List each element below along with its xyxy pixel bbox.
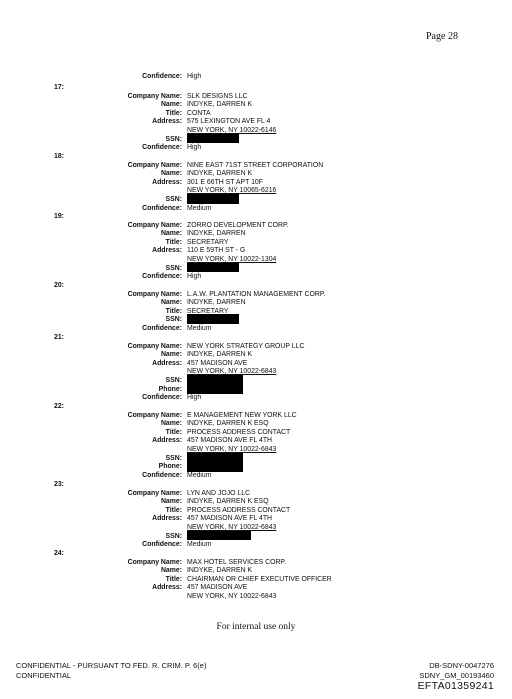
field-value: High [187, 144, 202, 152]
field-value: INDYKE, DARREN K [187, 351, 253, 359]
record-field [0, 72, 512, 81]
field-value: 457 MADISON AVE [187, 584, 248, 592]
field-value: NEW YORK, NY 10022-6843 [187, 368, 277, 376]
field-value: INDYKE, DARREN [187, 230, 246, 238]
field-label: Confidence: [142, 394, 182, 402]
field-label: Confidence: [142, 204, 182, 212]
field-label: Title: [165, 109, 182, 117]
redaction-box [187, 194, 239, 204]
field-value: INDYKE, DARREN K ESQ [187, 420, 269, 428]
field-value: Medium [187, 325, 212, 332]
field-label: Name: [160, 299, 182, 307]
field-label: Name: [160, 170, 182, 178]
field-label: Address: [152, 584, 182, 592]
field-value: Medium [187, 541, 212, 549]
field-value: CHAIRMAN OR CHIEF EXECUTIVE OFFICER [187, 575, 332, 583]
field-value: NEW YORK, NY 10022-6146 [187, 127, 277, 134]
field-value: SECRETARY [187, 307, 229, 315]
field-value: SECRETARY [187, 238, 229, 246]
field-value: NEW YORK STRATEGY GROUP LLC [187, 342, 305, 350]
field-label: SSN: [165, 532, 182, 540]
field-label: Address: [152, 247, 182, 255]
record-number: 17: [54, 84, 64, 91]
field-label: Name: [160, 567, 182, 575]
field-value: NEW YORK, NY 10065-6216 [187, 187, 277, 195]
field-label: Company Name: [127, 558, 182, 566]
record-field [0, 540, 512, 549]
record-number: 20: [54, 282, 64, 289]
field-value: High [187, 394, 202, 402]
field-label: SSN: [165, 135, 182, 143]
field-label: Name: [160, 420, 182, 428]
field-value: INDYKE, DARREN K ESQ [187, 498, 269, 506]
record-number: 19: [54, 213, 64, 220]
field-label: Company Name: [127, 290, 182, 298]
record-number: 22: [54, 403, 64, 410]
field-label: Confidence: [142, 471, 182, 479]
field-label: Address: [152, 515, 182, 523]
field-value: Medium [187, 204, 212, 212]
redaction-box [187, 263, 239, 273]
field-label: SSN: [165, 316, 182, 324]
field-label: Title: [165, 575, 182, 583]
field-label: Address: [152, 359, 182, 367]
field-label: Title: [165, 238, 182, 246]
field-label: Confidence: [142, 325, 182, 332]
field-label: Address: [152, 118, 182, 126]
db-sdny-id: DB-SDNY-0047276 [429, 661, 494, 670]
field-label: Confidence: [142, 273, 182, 281]
field-label: SSN: [165, 377, 182, 384]
field-label: Confidence: [142, 541, 182, 549]
field-value: 457 MADISON AVE FL 4TH [187, 515, 273, 523]
field-label: SSN: [165, 264, 182, 272]
record-field [0, 143, 512, 152]
field-value: L.A.W. PLANTATION MANAGEMENT CORP. [187, 290, 326, 298]
field-label: Company Name: [127, 342, 182, 350]
field-label: Company Name: [127, 161, 182, 169]
field-label: Title: [165, 307, 182, 315]
confidentiality-footer [16, 661, 206, 681]
field-value: PROCESS ADDRESS CONTACT [187, 428, 291, 436]
document-ids [418, 661, 494, 691]
field-label: SSN: [165, 196, 182, 203]
field-label: Company Name: [127, 92, 182, 100]
sdny-gm-id: SDNY_GM_00193460 [419, 671, 494, 680]
field-label: Company Name: [127, 411, 182, 419]
field-value: ZORRO DEVELOPMENT CORP. [187, 221, 289, 229]
record-number: 24: [54, 550, 64, 557]
field-value: INDYKE, DARREN K [187, 101, 253, 109]
field-value: NEW YORK, NY 10022-6843 [187, 524, 277, 531]
field-label: Company Name: [127, 221, 182, 229]
field-label: Confidence: [142, 73, 182, 80]
record-number: 21: [54, 334, 64, 341]
record-field [0, 592, 512, 601]
field-value: INDYKE, DARREN [187, 299, 246, 307]
redaction-box [187, 134, 239, 144]
field-value: E MANAGEMENT NEW YORK LLC [187, 411, 297, 419]
redaction-box [187, 314, 239, 324]
field-value: NEW YORK, NY 10022-1304 [187, 256, 277, 263]
field-label: SSN: [165, 454, 182, 462]
field-value: 301 E 66TH ST APT 10F [187, 178, 263, 186]
record-number: 18: [54, 153, 64, 160]
field-label: Phone: [158, 385, 182, 393]
record-field [0, 324, 512, 333]
field-label: Name: [160, 498, 182, 506]
confidential-pursuant-line: CONFIDENTIAL - PURSUANT TO FED. R. CRIM. P. 6(e) [16, 661, 207, 670]
record-field [0, 272, 512, 281]
field-value: NINE EAST 71ST STREET CORPORATION [187, 161, 324, 169]
field-label: Address: [152, 178, 182, 186]
field-label: Address: [152, 437, 182, 445]
field-label: Title: [165, 428, 182, 436]
field-value: High [187, 73, 202, 80]
bates-number: EFTA01359241 [417, 680, 494, 692]
field-label: Name: [160, 351, 182, 359]
field-value: 457 MADISON AVE FL 4TH [187, 437, 273, 445]
field-value: 110 E 59TH ST - G [187, 247, 246, 255]
field-label: Name: [160, 230, 182, 238]
field-value: PROCESS ADDRESS CONTACT [187, 506, 291, 514]
record-field [0, 204, 512, 213]
field-value: 457 MADISON AVE [187, 359, 248, 367]
field-label: Name: [160, 101, 182, 109]
field-value: SLK DESIGNS LLC [187, 92, 248, 100]
field-label: Confidence: [142, 144, 182, 152]
record-number: 23: [54, 481, 64, 488]
page-number: Page 28 [426, 31, 458, 42]
record-field [0, 471, 512, 480]
field-label: Company Name: [127, 489, 182, 497]
field-value: High [187, 273, 202, 281]
field-value: MAX HOTEL SERVICES CORP. [187, 558, 287, 566]
field-value: INDYKE, DARREN K [187, 567, 253, 575]
field-value: CONTA [187, 109, 211, 117]
internal-use-note: For internal use only [216, 622, 296, 632]
field-value: NEW YORK, NY 10022-6843 [187, 593, 277, 600]
record-field [0, 393, 512, 402]
field-value: 575 LEXINGTON AVE FL 4 [187, 118, 271, 126]
field-value: NEW YORK, NY 10022-6843 [187, 446, 277, 453]
field-value: INDYKE, DARREN K [187, 170, 253, 178]
field-value: Medium [187, 471, 212, 479]
redaction-box [187, 531, 251, 541]
confidential-line: CONFIDENTIAL [16, 671, 72, 680]
field-label: Title: [165, 506, 182, 514]
field-label: Phone: [158, 463, 182, 471]
field-value: LYN AND JOJO LLC [187, 489, 251, 497]
